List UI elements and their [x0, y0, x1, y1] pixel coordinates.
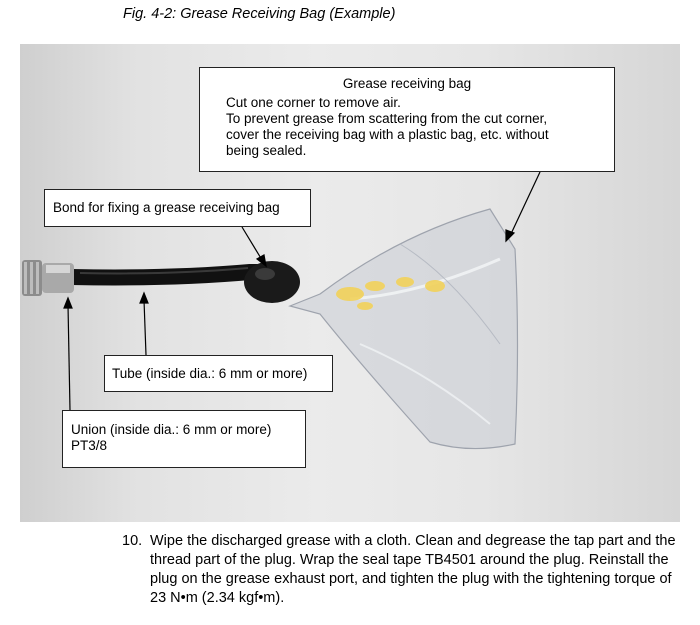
grease-bag-callout — [199, 67, 615, 172]
union-callout — [62, 410, 306, 468]
step-text: Wipe the discharged grease with a cloth. Clean and degrease the tap part and the thread part of the plug. Wrap the seal tape TB4501 around the plug. Reinstall the plug on the grease exhaust port, and tighten the plug with the tightening torque of 23 N•m (2.34 kgf•m). — [150, 533, 676, 606]
instruction-step-10 — [122, 532, 682, 608]
grease-bag-callout-line-4: being sealed. — [226, 143, 307, 158]
grease-bag-callout-line-3: cover the receiving bag with a plastic bag, etc. without — [226, 127, 549, 142]
grease-bag-callout-heading: Grease receiving bag — [342, 76, 472, 91]
union-fitting — [22, 260, 74, 296]
bond-lump — [244, 261, 300, 303]
tube-callout: Tube (inside dia.: 6 mm or more) — [104, 355, 333, 392]
figure-title: Fig. 4-2: Grease Receiving Bag (Example) — [123, 6, 396, 22]
plastic-bag — [290, 209, 518, 449]
grease-bag-callout-line-1: Cut one corner to remove air. — [226, 95, 401, 110]
union-callout-line-1: Union (inside dia.: 6 mm or more) — [71, 422, 272, 437]
union-callout-line-2: PT3/8 — [71, 438, 108, 453]
grease-bag-callout-line-2: To prevent grease from scattering from the cut corner, — [226, 111, 548, 126]
step-number: 10. — [122, 533, 143, 549]
bond-callout: Bond for fixing a grease receiving bag — [44, 189, 311, 227]
